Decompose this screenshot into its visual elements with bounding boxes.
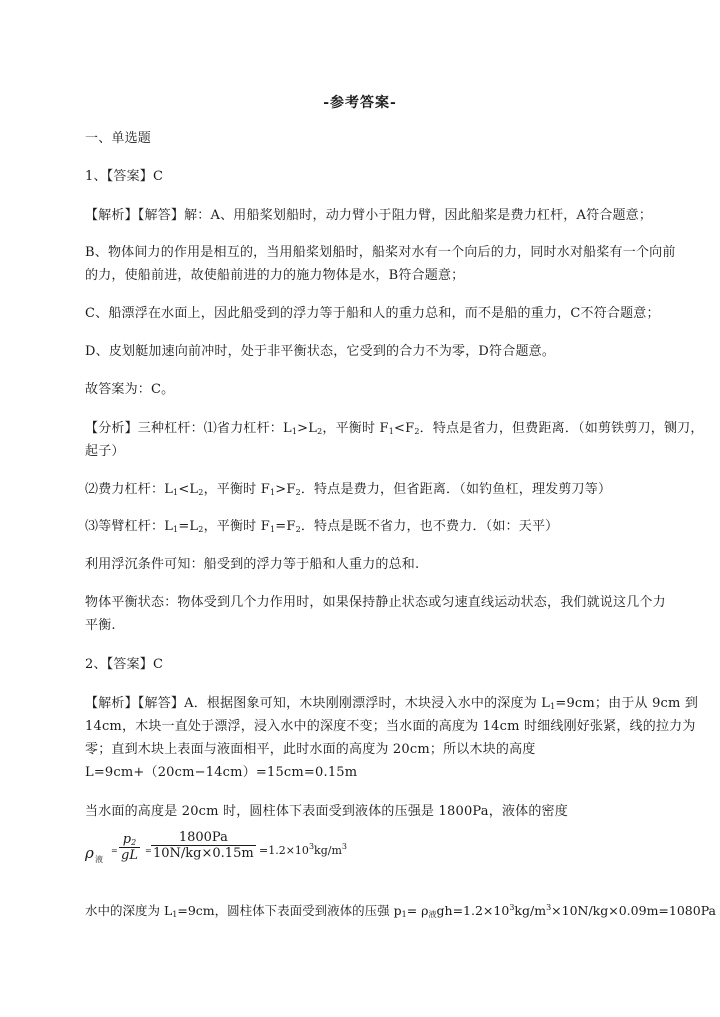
q1-analysis-line1b: 起子） [85, 444, 125, 459]
q2-answer: 2、【答案】C [85, 657, 164, 672]
q2-solution-line2: 14cm，木块一直处于漂浮，浸入水中的深度不变；当水面的高度为 14cm 时细线刚好张紧，线的拉力为 [85, 719, 696, 734]
q2-solution-line3: 零；直到木块上表面与液面相平，此时水面的高度为 20cm；所以木块的高度 [85, 742, 536, 757]
page-title: -参考答案- [323, 95, 397, 111]
q1-option-d: D、皮划艇加速向前冲时，处于非平衡状态，它受到的合力不为零，D符合题意。 [85, 344, 556, 359]
q1-option-c: C、船漂浮在水面上，因此船受到的浮力等于船和人的重力总和，而不是船的重力，C不符合题意； [85, 306, 660, 321]
equals-mark-2: = [145, 846, 152, 855]
q2-solution-line4: L=9cm+（20cm−14cm）=15cm=0.15m [85, 765, 358, 780]
q1-answer: 1、【答案】C [85, 169, 164, 184]
section-heading: 一、单选题 [85, 131, 152, 146]
q2-solution-line1: 【解析】【解答】A．根据图象可知，木块刚刚漂浮时，木块浸入水中的深度为 $L_1=9cm$；由于从 9cm 到 [85, 696, 699, 711]
q1-analysis-line5b: 平衡. [85, 618, 116, 633]
density-result: $=1.2\times 10^3kg/m^3$ [259, 842, 347, 857]
q1-final: 故答案为：C。 [85, 382, 175, 397]
q1-analysis-line2: ⑵费力杠杆：$L_1<L_2$，平衡时 $F_1>F_2$．特点是费力，但省距离．（如钓鱼杠，理发剪刀等） [85, 482, 612, 497]
q1-option-b-line1: B、物体间力的作用是相互的，当用船桨划船时，船桨对水有一个向后的力，同时水对船桨有一个向前 [85, 245, 676, 260]
q2-solution-line6: 水中的深度为 $L_1=9cm$，圆柱体下表面受到液体的压强 $p_1= \rho_液gh=1.2\times 10^3kg/m^3\times 10N/kg\times 0.09m=1080Pa$ [85, 903, 717, 919]
equals-mark-1: = [111, 846, 118, 855]
q1-analysis-line5a: 物体平衡状态：物体受到几个力作用时，如果保持静止状态或匀速直线运动状态，我们就说这几个力 [85, 595, 666, 610]
fraction-p2-over-gL: $\frac{p_2}{gL}$ [121, 832, 138, 863]
rho-subscript: 液 [95, 855, 103, 864]
fraction-1800-over-value: $\frac{1800Pa}{10N/kg\times 0.15m}$ [153, 830, 254, 861]
q2-solution-line5: 当水面的高度是 20cm 时，圆柱体下表面受到液体的压强是 1800Pa，液体的密度 [85, 804, 568, 819]
q1-analysis-line4: 利用浮沉条件可知：船受到的浮力等于船和人重力的总和. [85, 557, 420, 572]
q1-analysis-line1: 【分析】三种杠杆：⑴省力杠杆：$L_1>L_2$，平衡时 $F_1<F_2$．特点是省力，但费距离．（如剪铁剪刀，铡刀， [85, 421, 704, 436]
rho-symbol: ρ [85, 844, 94, 862]
density-formula [85, 828, 385, 878]
q1-option-b-line2: 的力，使船前进，故使船前进的力的施力物体是水，B符合题意； [85, 268, 465, 283]
q1-option-a: 【解析】【解答】解：A、用船桨划船时，动力臂小于阻力臂，因此船桨是费力杠杆，A符合题意； [85, 208, 653, 223]
q1-analysis-line3: ⑶等臂杠杆：$L_1=L_2$，平衡时 $F_1=F_2$．特点是既不省力，也不费力．（如：天平） [85, 519, 559, 534]
